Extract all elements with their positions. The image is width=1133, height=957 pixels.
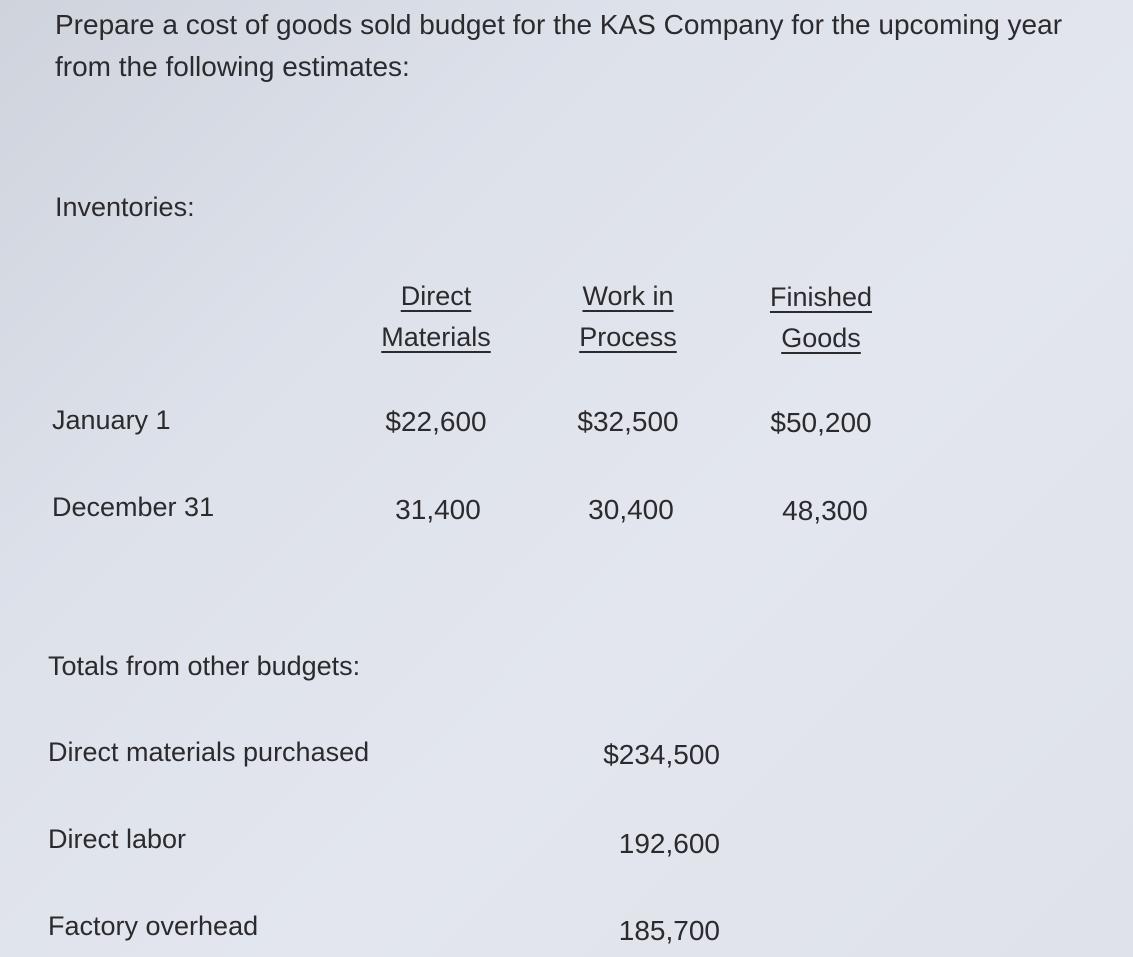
column-header-direct-materials [356, 276, 516, 358]
direct-labor-value: 192,600 [618, 828, 720, 859]
row-label-january-1: January 1 [52, 405, 171, 435]
row-label-factory-overhead: Factory overhead [48, 911, 259, 941]
column-header-work-in-process [548, 276, 708, 358]
problem-statement: Prepare a cost of goods sold budget for the KAS Company for the upcoming year from the following estimates: [55, 9, 1063, 82]
column-header-line: Work in [582, 281, 674, 311]
totals-label: Totals from other budgets: [48, 651, 361, 681]
column-header-line: Finished [769, 282, 873, 312]
row-label-direct-labor: Direct labor [48, 824, 187, 854]
inventories-label: Inventories: [55, 192, 195, 222]
column-header-line: Goods [781, 323, 861, 353]
row-label-direct-materials-purchased: Direct materials purchased [48, 737, 370, 767]
column-header-line: Process [579, 322, 677, 352]
column-header-finished-goods [741, 277, 901, 359]
column-header-line: Materials [381, 322, 491, 352]
january-finished-goods-value: $50,200 [770, 407, 872, 438]
column-header-line: Direct [400, 281, 472, 311]
direct-materials-purchased-value: $234,500 [603, 739, 720, 770]
december-direct-materials-value: 31,400 [395, 494, 481, 525]
factory-overhead-value: 185,700 [618, 915, 720, 946]
january-work-in-process-value: $32,500 [577, 406, 679, 437]
december-work-in-process-value: 30,400 [588, 494, 674, 525]
january-direct-materials-value: $22,600 [385, 406, 487, 437]
row-label-december-31: December 31 [52, 492, 215, 522]
december-finished-goods-value: 48,300 [782, 495, 868, 526]
